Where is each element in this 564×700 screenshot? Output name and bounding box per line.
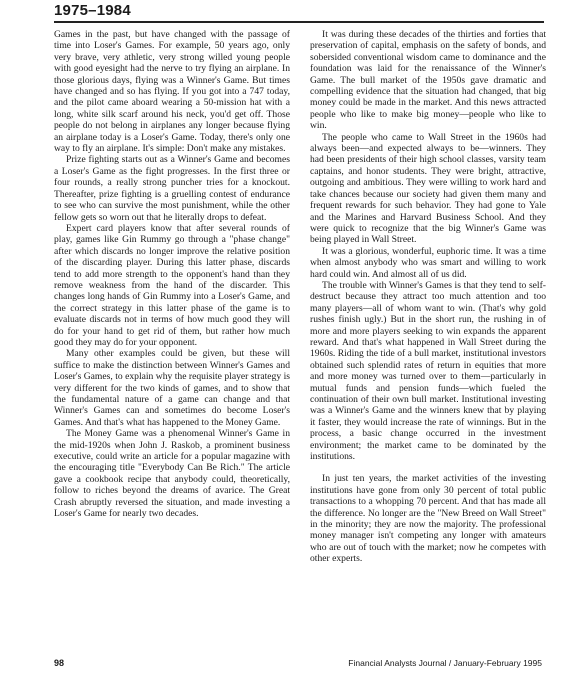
left-column	[54, 29, 290, 519]
paragraph: It was during these decades of the thirties and forties that preservation of capital, emphasis on the safety of bonds, and sobersided conventional wisdom came to dominance and the foundation was laid for the renaissance of the Winner's Game. The bull market of the 1950s gave dramatic and compelling evidence that the situation had changed, that big money could be made in the market. And this news attracted people who like to make big money—people who like to win.	[310, 29, 546, 132]
running-header	[0, 0, 564, 22]
journal-citation: Financial Analysts Journal / January-February 1995	[348, 658, 542, 668]
right-column	[310, 29, 546, 565]
paragraph: In just ten years, the market activities of the investing institutions have gone from only 30 percent of total public transactions to a whopping 70 percent. And that has made all the difference. No longer are the "New Breed on Wall Street" in the minority; they are now the majority. The professional money manager isn't competing any longer with amateurs who are out of touch with the market; now he competes with other experts.	[310, 473, 546, 565]
paragraph: It was a glorious, wonderful, euphoric time. It was a time when almost anybody who was smart and willing to work hard could win. And almost all of us did.	[310, 245, 546, 280]
page-number: 98	[54, 658, 65, 668]
header-rule	[54, 21, 544, 23]
paragraph: Games in the past, but have changed with the passage of time into Loser's Games. For example, 50 years ago, only very brave, very athletic, very strong willed young people with good eyesight had the nerve to try flying an airplane. In those glorious days, flying was a Winner's Game. But times have changed and so has flying. If you got into a 747 today, and the pilot came aboard wearing a 50-mission hat with a long, white silk scarf around his neck, you'd get off. Those people do not belong in airplanes any longer because flying an airplane today is a Loser's Game. Today, there's only one way to fly an airplane. It's simple: Don't make any mistakes.	[54, 29, 290, 155]
paragraph: Expert card players know that after several rounds of play, games like Gin Rummy go through a "phase change" after which discards no longer improve the relative position of the discarding player. During this latter phase, discards tend to add more strength to the opponent's hand than they remove weakness from the hand of the discarder. This changes long hands of Gin Rummy into a Loser's Game, and the correct strategy in this latter phase of the game is to evaluate discards not in terms of how much good they will do for your hand to get rid of them, but rather how much good they may do for your opponent.	[54, 222, 290, 348]
paragraph: Prize fighting starts out as a Winner's Game and becomes a Loser's Game as the fight progresses. In the first three or four rounds, a really strong puncher tries for a knockout. Thereafter, prize fighting is a gruelling contest of endurance to see who can survive the most punishment, while the other fellow gets so worn out that he literally drops to defeat.	[54, 154, 290, 223]
paragraph: The people who came to Wall Street in the 1960s had always been—and expected always to be—winners. They had been presidents of their high school classes, varsity team captains, and honor students. They were bright, attractive, outgoing and ambitious. They were willing to work hard and take chances because our society had given them many and frequent rewards for such behavior. They had gone to Yale and the Marines and Harvard Business School. And they were quick to recognize that the big Winner's Game was being played in Wall Street.	[310, 131, 546, 246]
paragraph: The trouble with Winner's Games is that they tend to self-destruct because they attract too much attention and too many players—all of whom want to win. (That's why gold rushes finish ugly.) But in the short run, the rushing in of more and more players seeking to win expands the apparent reward. And that's what happened in Wall Street during the 1960s. Riding the tide of a bull market, institutional investors obtained such splendid rates of return in equities that more and more money was turned over to them—particularly in mutual funds and pension funds—which fueled the continuation of their own bull market. Institutional investing was a Winner's Game and the winners knew that by playing it faster, they would increase the rate of winnings. But in the process, a basic change occurred in the investment environment; the market came to be dominated by the institutions.	[310, 279, 546, 463]
paragraph: Many other examples could be given, but these will suffice to make the distinction between Winner's Games and Loser's Games, to explain why the requisite player strategy is very different for the two kinds of games, and to show that the fundamental nature of a game can change and that Winner's Games can and sometimes do become Loser's Games. And that's what has happened to the Money Game.	[54, 348, 290, 428]
paragraph: The Money Game was a phenomenal Winner's Game in the mid-1920s when John J. Raskob, a prominent business executive, could write an article for a popular magazine with the encouraging title "Everybody Can Be Rich." The article gave a cookbook recipe that anybody could, theoretically, follow to riches beyond the dreams of avarice. The Great Crash abruptly reversed the situation, and made investing a Loser's Game for nearly two decades.	[54, 428, 290, 520]
section-title: 1975–1984	[54, 2, 131, 19]
